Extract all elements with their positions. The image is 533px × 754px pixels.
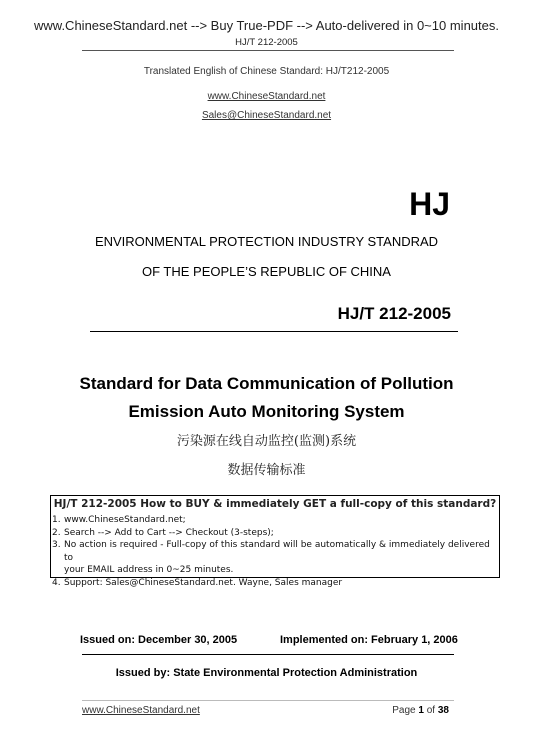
standard-title-line-1: Standard for Data Communication of Pollution xyxy=(79,374,454,393)
organization-line-2: OF THE PEOPLE’S REPUBLIC OF CHINA xyxy=(142,264,391,279)
purchase-step-text[interactable]: www.ChineseStandard.net; xyxy=(64,515,186,525)
header-standard-code: HJ/T 212-2005 xyxy=(235,37,298,48)
website-link-wrapper xyxy=(0,86,533,104)
footer-website-link[interactable]: www.ChineseStandard.net xyxy=(82,705,200,716)
footer-divider xyxy=(82,700,454,701)
dates-divider xyxy=(82,654,454,655)
standard-title-line-2: Emission Auto Monitoring System xyxy=(128,402,405,421)
purchase-step-text-continued: your EMAIL address in 0~25 minutes. xyxy=(64,565,234,575)
list-item: 1. www.ChineseStandard.net; xyxy=(52,515,186,525)
standard-mark: HJ xyxy=(409,186,450,222)
purchase-step-text: Search --> Add to Cart --> Checkout (3-steps); xyxy=(64,527,274,538)
list-item: 2. Search --> Add to Cart --> Checkout (3-steps); xyxy=(52,527,274,538)
page-indicator: Page 1 of 38 xyxy=(392,705,449,716)
issuing-authority: Issued by: State Environmental Protection Administration xyxy=(115,667,418,679)
list-item: 3. No action is required - Full-copy of this standard will be automatically & immediately delivered to your EMAIL address in 0~25 minutes. xyxy=(52,540,490,575)
purchase-info-title: HJ/T 212-2005 How to BUY & immediately GET a full-copy of this standard? xyxy=(53,498,497,510)
total-pages: 38 xyxy=(437,705,449,716)
current-page: 1 xyxy=(418,705,424,716)
email-link[interactable]: Sales@ChineseStandard.net xyxy=(201,110,332,121)
title-divider xyxy=(90,331,458,332)
purchase-step-text: No action is required - Full-copy of this standard will be automatically & immediately delivered to xyxy=(64,540,490,563)
purchase-step-text: Support: Sales@ChineseStandard.net. Wayne, Sales manager xyxy=(64,577,343,588)
chinese-title-line-2: 数据传输标准 xyxy=(227,463,306,478)
email-link-wrapper xyxy=(0,105,533,123)
translated-note: Translated English of Chinese Standard: HJ/T212-2005 xyxy=(143,66,390,77)
purchase-steps-list xyxy=(51,514,499,589)
website-link[interactable]: www.ChineseStandard.net xyxy=(207,91,326,102)
header-divider xyxy=(82,50,454,51)
standard-code: HJ/T 212-2005 xyxy=(337,304,451,323)
organization-line-1: ENVIRONMENTAL PROTECTION INDUSTRY STANDRAD xyxy=(94,234,439,249)
list-item: 4. Support: Sales@ChineseStandard.net. Wayne, Sales manager xyxy=(52,577,343,588)
top-banner: www.ChineseStandard.net --> Buy True-PDF --> Auto-delivered in 0~10 minutes. xyxy=(34,18,499,33)
purchase-info-box xyxy=(50,495,500,588)
implemented-date: Implemented on: February 1, 2006 xyxy=(280,634,458,646)
issued-date: Issued on: December 30, 2005 xyxy=(80,634,238,646)
chinese-title-line-1: 污染源在线自动监控(监测)系统 xyxy=(176,434,357,449)
